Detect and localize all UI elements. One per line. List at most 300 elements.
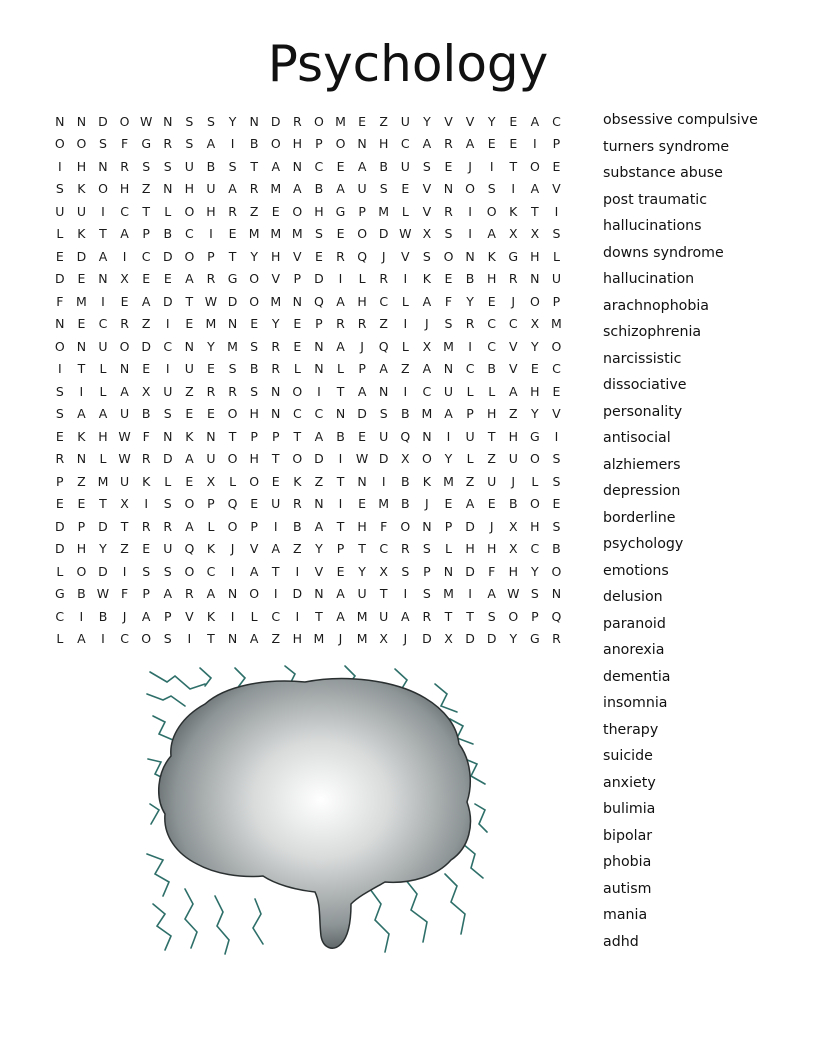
grid-letter: A <box>465 136 475 152</box>
grid-letter: I <box>273 518 278 534</box>
grid-letter: J <box>381 248 386 264</box>
grid-row <box>49 628 589 651</box>
grid-letter: C <box>206 563 216 579</box>
grid-letter: Q <box>400 428 411 444</box>
grid-letter: P <box>207 248 215 264</box>
grid-letter: V <box>552 406 561 422</box>
grid-letter: M <box>356 631 368 647</box>
grid-letter: A <box>77 406 86 422</box>
grid-letter: S <box>552 518 561 534</box>
grid-row <box>49 335 589 358</box>
grid-letter: H <box>508 563 518 579</box>
grid-letter: G <box>227 271 238 287</box>
grid-letter: T <box>358 541 366 557</box>
grid-letter: N <box>163 428 173 444</box>
grid-letter: U <box>120 406 130 422</box>
grid-letter: E <box>509 136 518 152</box>
grid-letter: E <box>530 361 539 377</box>
grid-letter: E <box>509 113 518 129</box>
grid-letter: O <box>227 518 238 534</box>
grid-letter: N <box>379 383 389 399</box>
grid-letter: A <box>163 586 173 602</box>
grid-letter: S <box>228 158 237 174</box>
grid-letter: K <box>206 608 216 624</box>
grid-letter: S <box>163 158 172 174</box>
word-list-item: insomnia <box>603 695 668 711</box>
grid-letter: P <box>77 518 86 534</box>
grid-letter: C <box>400 136 410 152</box>
grid-letter: O <box>400 518 411 534</box>
grid-letter: N <box>184 338 195 354</box>
grid-letter: R <box>120 316 129 332</box>
grid-letter: O <box>76 136 87 152</box>
letter-grid <box>49 110 589 650</box>
word-list-item: dementia <box>603 668 671 685</box>
word-list-item: downs syndrome <box>603 244 724 261</box>
grid-letter: E <box>120 293 129 309</box>
grid-letter: S <box>55 383 64 399</box>
grid-letter: N <box>335 406 346 422</box>
grid-letter: X <box>379 631 388 647</box>
word-list-item: paranoid <box>603 615 666 632</box>
grid-letter: O <box>551 338 562 354</box>
grid-letter: I <box>57 158 62 174</box>
grid-letter: N <box>76 113 87 129</box>
grid-letter: O <box>421 451 432 467</box>
grid-letter: I <box>273 586 278 602</box>
grid-letter: J <box>338 631 343 647</box>
grid-letter: A <box>530 113 540 129</box>
grid-letter: T <box>336 473 345 489</box>
grid-letter: R <box>400 541 410 557</box>
grid-letter: A <box>98 406 108 422</box>
grid-letter: V <box>249 541 259 557</box>
grid-letter: I <box>79 608 84 624</box>
grid-letter: W <box>118 451 131 467</box>
grid-letter: S <box>422 248 431 264</box>
word-list-item: bipolar <box>603 827 653 844</box>
grid-letter: B <box>98 608 108 624</box>
grid-letter: D <box>141 338 151 354</box>
grid-letter: B <box>487 361 496 377</box>
grid-letter: E <box>336 226 345 242</box>
grid-letter: F <box>142 428 150 444</box>
grid-letter: A <box>422 136 432 152</box>
grid-letter: H <box>119 181 130 197</box>
grid-letter: I <box>468 586 472 602</box>
grid-letter: K <box>422 473 431 489</box>
grid-letter: N <box>314 586 324 602</box>
grid-letter: I <box>165 361 170 377</box>
grid-letter: Z <box>379 113 388 129</box>
grid-letter: A <box>141 608 151 624</box>
grid-letter: X <box>206 473 216 489</box>
grid-letter: X <box>530 226 540 242</box>
word-list-item: delusion <box>603 589 663 605</box>
grid-letter: D <box>357 406 367 422</box>
grid-letter: Y <box>207 338 215 354</box>
grid-letter: C <box>271 608 281 624</box>
grid-letter: G <box>508 248 519 264</box>
grid-letter: K <box>77 226 86 242</box>
grid-letter: U <box>55 203 65 219</box>
grid-letter: P <box>423 563 431 579</box>
grid-letter: K <box>77 181 86 197</box>
grid-letter: U <box>76 203 86 219</box>
grid-letter: E <box>250 316 259 332</box>
word-list-item: post traumatic <box>603 191 708 208</box>
grid-letter: A <box>465 496 475 512</box>
grid-letter: H <box>76 541 87 557</box>
word-list-item: psychology <box>603 536 684 552</box>
grid-letter: E <box>271 473 280 489</box>
grid-letter: B <box>249 361 259 377</box>
grid-letter: H <box>76 158 87 174</box>
grid-row <box>49 538 589 561</box>
grid-letter: E <box>207 361 215 377</box>
grid-letter: Y <box>466 293 474 309</box>
grid-letter: D <box>162 451 173 467</box>
grid-letter: A <box>141 293 151 309</box>
grid-letter: B <box>401 473 410 489</box>
grid-letter: Y <box>531 406 539 422</box>
grid-letter: D <box>314 451 324 467</box>
grid-letter: M <box>443 586 454 602</box>
grid-letter: E <box>293 316 302 332</box>
grid-letter: J <box>511 293 516 309</box>
grid-letter: Z <box>141 316 151 332</box>
grid-letter: D <box>465 631 475 647</box>
grid-letter: S <box>314 226 323 242</box>
grid-letter: N <box>530 271 540 287</box>
grid-letter: U <box>120 473 130 489</box>
grid-letter: Z <box>314 473 324 489</box>
grid-letter: H <box>206 203 216 219</box>
grid-row <box>49 223 589 246</box>
grid-letter: M <box>270 293 282 309</box>
grid-letter: R <box>55 451 65 467</box>
grid-letter: T <box>509 158 518 174</box>
grid-letter: A <box>336 608 345 624</box>
grid-letter: P <box>466 406 474 422</box>
grid-letter: I <box>122 563 127 579</box>
grid-letter: S <box>142 563 151 579</box>
grid-letter: A <box>271 158 281 174</box>
grid-letter: R <box>271 361 281 377</box>
grid-letter: J <box>425 496 429 512</box>
grid-letter: E <box>77 496 86 512</box>
grid-letter: V <box>422 181 432 197</box>
grid-letter: D <box>378 226 389 242</box>
grid-letter: Q <box>184 541 195 557</box>
grid-letter: O <box>529 158 540 174</box>
grid-letter: T <box>293 428 302 444</box>
grid-letter: C <box>508 316 518 332</box>
word-list-item: emotions <box>603 562 669 579</box>
grid-letter: M <box>443 338 454 354</box>
grid-letter: T <box>142 203 150 219</box>
grid-letter: M <box>378 496 390 512</box>
grid-letter: I <box>403 316 408 332</box>
grid-letter: H <box>486 406 497 422</box>
grid-row <box>49 290 589 313</box>
grid-letter: A <box>487 226 496 242</box>
grid-letter: E <box>314 248 323 264</box>
grid-letter: S <box>185 136 194 152</box>
grid-letter: I <box>554 203 559 219</box>
grid-letter: M <box>335 113 346 129</box>
grid-letter: U <box>271 496 281 512</box>
grid-letter: Z <box>379 316 388 332</box>
grid-letter: U <box>357 181 367 197</box>
grid-letter: N <box>443 361 454 377</box>
grid-letter: D <box>54 271 65 287</box>
grid-letter: T <box>77 361 86 377</box>
grid-letter: H <box>357 293 367 309</box>
grid-letter: C <box>314 406 324 422</box>
grid-letter: P <box>358 203 366 219</box>
grid-letter: U <box>357 586 367 602</box>
grid-letter: U <box>379 608 389 624</box>
grid-letter: I <box>511 181 516 197</box>
grid-letter: C <box>120 631 129 647</box>
grid-letter: N <box>357 473 367 489</box>
grid-letter: H <box>292 631 303 647</box>
grid-letter: N <box>422 518 432 534</box>
grid-letter: P <box>271 428 280 444</box>
word-list-item: turners syndrome <box>603 138 730 155</box>
grid-letter: E <box>250 496 259 512</box>
grid-letter: W <box>96 586 110 602</box>
grid-letter: Q <box>551 608 562 624</box>
grid-letter: L <box>531 473 539 489</box>
grid-letter: D <box>98 113 108 129</box>
word-list-item: phobia <box>603 854 652 870</box>
grid-letter: Z <box>508 406 518 422</box>
grid-letter: B <box>552 541 561 557</box>
puzzle-title: Psychology <box>267 35 549 93</box>
grid-letter: T <box>185 293 194 309</box>
grid-letter: K <box>487 248 496 264</box>
grid-letter: R <box>292 496 302 512</box>
grid-letter: N <box>76 338 87 354</box>
grid-letter: Y <box>228 113 237 129</box>
grid-letter: I <box>403 383 408 399</box>
grid-letter: A <box>185 271 194 287</box>
grid-letter: O <box>443 248 454 264</box>
grid-letter: L <box>250 608 258 624</box>
grid-letter: S <box>487 181 496 197</box>
grid-letter: O <box>292 451 303 467</box>
grid-letter: A <box>336 338 345 354</box>
grid-letter: N <box>163 113 173 129</box>
grid-letter: X <box>508 226 518 242</box>
grid-letter: E <box>487 496 496 512</box>
grid-letter: A <box>530 181 540 197</box>
grid-letter: I <box>295 563 300 579</box>
grid-letter: P <box>552 293 561 309</box>
grid-letter: Z <box>487 451 496 467</box>
grid-letter: D <box>314 271 324 287</box>
grid-letter: W <box>204 293 218 309</box>
grid-letter: S <box>185 113 194 129</box>
grid-row <box>49 493 589 516</box>
grid-letter: O <box>54 136 65 152</box>
grid-letter: M <box>248 226 260 242</box>
grid-letter: E <box>163 271 172 287</box>
grid-letter: H <box>184 181 195 197</box>
grid-letter: K <box>206 541 216 557</box>
grid-letter: A <box>271 541 281 557</box>
grid-letter: Z <box>120 541 129 557</box>
grid-letter: O <box>486 203 497 219</box>
grid-letter: T <box>271 451 280 467</box>
word-list-item: dissociative <box>603 377 687 393</box>
grid-letter: Q <box>378 338 389 354</box>
grid-letter: W <box>507 586 520 602</box>
grid-letter: P <box>142 226 150 242</box>
grid-letter: F <box>120 136 129 152</box>
grid-letter: N <box>465 248 475 264</box>
grid-letter: S <box>163 631 172 647</box>
grid-letter: L <box>99 361 107 377</box>
grid-letter: Z <box>465 473 475 489</box>
grid-letter: L <box>401 338 409 354</box>
grid-letter: U <box>184 361 194 377</box>
grid-letter: H <box>357 518 367 534</box>
grid-letter: O <box>249 271 260 287</box>
grid-letter: J <box>230 541 235 557</box>
grid-letter: R <box>141 518 151 534</box>
grid-letter: Z <box>185 383 194 399</box>
grid-letter: P <box>293 271 302 287</box>
grid-letter: K <box>77 428 86 444</box>
grid-row <box>49 448 589 471</box>
grid-letter: S <box>379 181 388 197</box>
grid-letter: L <box>207 518 215 534</box>
grid-letter: U <box>400 158 410 174</box>
grid-letter: A <box>314 428 324 444</box>
grid-letter: H <box>486 541 497 557</box>
grid-letter: O <box>314 113 324 129</box>
grid-letter: H <box>530 383 540 399</box>
grid-letter: X <box>444 631 453 647</box>
grid-letter: H <box>508 428 518 444</box>
grid-letter: Y <box>250 248 258 264</box>
grid-letter: S <box>422 158 431 174</box>
word-list-item: hallucination <box>603 271 695 287</box>
grid-letter: D <box>422 631 432 647</box>
grid-letter: A <box>422 361 432 377</box>
grid-letter: S <box>487 608 496 624</box>
grid-letter: N <box>98 158 108 174</box>
grid-letter: M <box>356 608 368 624</box>
grid-letter: N <box>551 586 562 602</box>
grid-letter: M <box>421 406 433 422</box>
grid-letter: D <box>76 248 87 264</box>
grid-letter: W <box>118 428 131 444</box>
grid-letter: F <box>120 586 129 602</box>
grid-letter: O <box>292 203 303 219</box>
grid-letter: U <box>508 451 518 467</box>
grid-letter: C <box>552 113 561 129</box>
word-list-item: autism <box>603 880 652 897</box>
grid-letter: I <box>101 631 105 647</box>
grid-letter: A <box>401 608 410 624</box>
grid-letter: D <box>54 541 65 557</box>
grid-letter: B <box>77 586 86 602</box>
grid-letter: K <box>422 271 431 287</box>
grid-letter: Y <box>487 113 496 129</box>
grid-letter: S <box>422 541 431 557</box>
grid-letter: Z <box>271 631 281 647</box>
grid-letter: M <box>270 181 282 197</box>
grid-letter: Y <box>423 113 431 129</box>
grid-letter: J <box>425 316 429 332</box>
grid-letter: J <box>511 473 516 489</box>
grid-letter: S <box>228 361 237 377</box>
grid-letter: E <box>336 563 345 579</box>
grid-letter: O <box>141 631 152 647</box>
grid-row <box>49 133 589 156</box>
grid-letter: C <box>379 541 389 557</box>
grid-letter: P <box>358 361 366 377</box>
grid-letter: B <box>465 271 475 287</box>
grid-letter: E <box>185 473 194 489</box>
grid-letter: T <box>315 608 323 624</box>
word-list-item: narcissistic <box>603 350 682 367</box>
grid-letter: B <box>206 158 216 174</box>
grid-letter: U <box>206 181 216 197</box>
grid-letter: R <box>422 608 432 624</box>
grid-letter: O <box>270 136 281 152</box>
grid-letter: Y <box>315 541 323 557</box>
grid-letter: Z <box>249 203 259 219</box>
grid-row <box>49 268 589 291</box>
grid-letter: E <box>293 338 302 354</box>
grid-letter: J <box>468 158 472 174</box>
grid-letter: H <box>249 406 259 422</box>
grid-letter: H <box>98 428 108 444</box>
grid-letter: O <box>292 383 303 399</box>
grid-row <box>49 245 589 268</box>
grid-row <box>49 470 589 493</box>
grid-letter: I <box>468 203 472 219</box>
grid-letter: D <box>54 518 65 534</box>
grid-letter: Q <box>357 248 368 264</box>
grid-letter: O <box>184 563 195 579</box>
grid-letter: O <box>227 451 238 467</box>
grid-letter: Y <box>444 451 453 467</box>
grid-letter: A <box>293 181 302 197</box>
grid-letter: R <box>163 136 173 152</box>
grid-letter: U <box>184 158 194 174</box>
grid-letter: D <box>270 113 281 129</box>
grid-row <box>49 403 589 426</box>
grid-letter: E <box>55 496 64 512</box>
grid-letter: E <box>142 541 151 557</box>
grid-letter: L <box>358 271 366 287</box>
grid-letter: A <box>120 383 129 399</box>
grid-letter: Z <box>77 473 86 489</box>
grid-letter: R <box>228 203 237 219</box>
grid-letter: A <box>77 631 86 647</box>
grid-letter: I <box>122 248 127 264</box>
grid-letter: V <box>185 608 194 624</box>
grid-letter: A <box>185 518 194 534</box>
grid-letter: O <box>508 608 519 624</box>
grid-letter: O <box>249 473 260 489</box>
